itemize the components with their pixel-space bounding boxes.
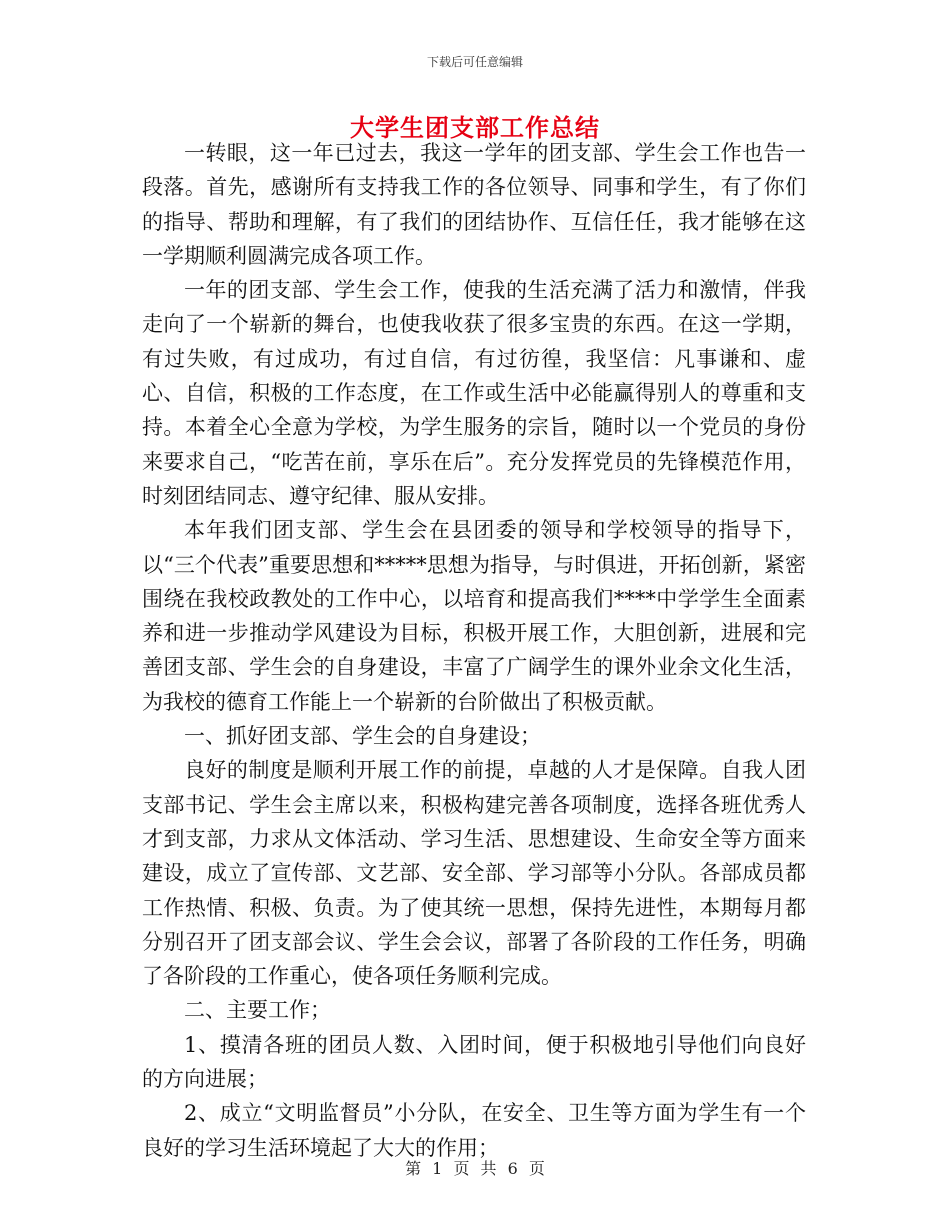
section-heading-1: 一、抓好团支部、学生会的自身建设； [184,724,541,749]
document-title: 大学生团支部工作总结 [350,114,600,142]
paragraph-3: 本年我们团支部、学生会在县团委的领导和学校领导的指导下，以“三个代表”重要思想和*****思想为指导，与时俱进，开拓创新，紧密围绕在我校政教处的工作中心，以培育和提高我们****中学学生全面素养和进一步推动学风建设为目标，积极开展工作，大胆创新，进展和完善团支部、学生会的自身建设，丰富了广阔学生的课外业余文化生活，为我校的德育工作能上一个崭新的台阶做出了积极贡献。 [142,518,806,714]
header-note: 下载后可任意编辑 [426,55,523,69]
page-footer: 第 1 页 共 6 页 [405,1159,545,1178]
paragraph-2: 一年的团支部、学生会工作，使我的生活充满了活力和激情，伴我走向了一个崭新的舞台，也使我收获了很多宝贵的东西。在这一学期，有过失败，有过成功，有过自信，有过彷徨，我坚信：凡事谦和、虚心、自信，积极的工作态度，在工作或生活中必能赢得别人的尊重和支持。本着全心全意为学校，为学生服务的宗旨，随时以一个党员的身份来要求自己，“吃苦在前，享乐在后”。充分发挥党员的先锋模范作用，时刻团结同志、遵守纪律、服从安排。 [142,278,806,508]
document-body [142,136,806,1165]
list-item-2: 2、成立“文明监督员”小分队，在安全、卫生等方面为学生有一个良好的学习生活环境起了大大的作用； [142,1101,806,1160]
paragraph-4: 良好的制度是顺利开展工作的前提，卓越的人才是保障。自我人团支部书记、学生会主席以来，积极构建完善各项制度，选择各班优秀人才到支部，力求从文体活动、学习生活、思想建设、生命安全等方面来建设，成立了宣传部、文艺部、安全部、学习部等小分队。各部成员都工作热情、积极、负责。为了使其统一思想，保持先进性，本期每月都分别召开了团支部会议、学生会会议，部署了各阶段的工作任务，明确了各阶段的工作重心，使各项任务顺利完成。 [142,758,806,989]
list-item-1: 1、摸清各班的团员人数、入团时间，便于积极地引导他们向良好的方向进展； [142,1032,806,1092]
paragraph-1: 一转眼，这一年已过去，我这一学年的团支部、学生会工作也告一段落。首先，感谢所有支持我工作的各位领导、同事和学生，有了你们的指导、帮助和理解，有了我们的团结协作、互信任任，我才能够在这一学期顺利圆满完成各项工作。 [142,141,806,268]
section-heading-2: 二、主要工作； [184,998,331,1023]
